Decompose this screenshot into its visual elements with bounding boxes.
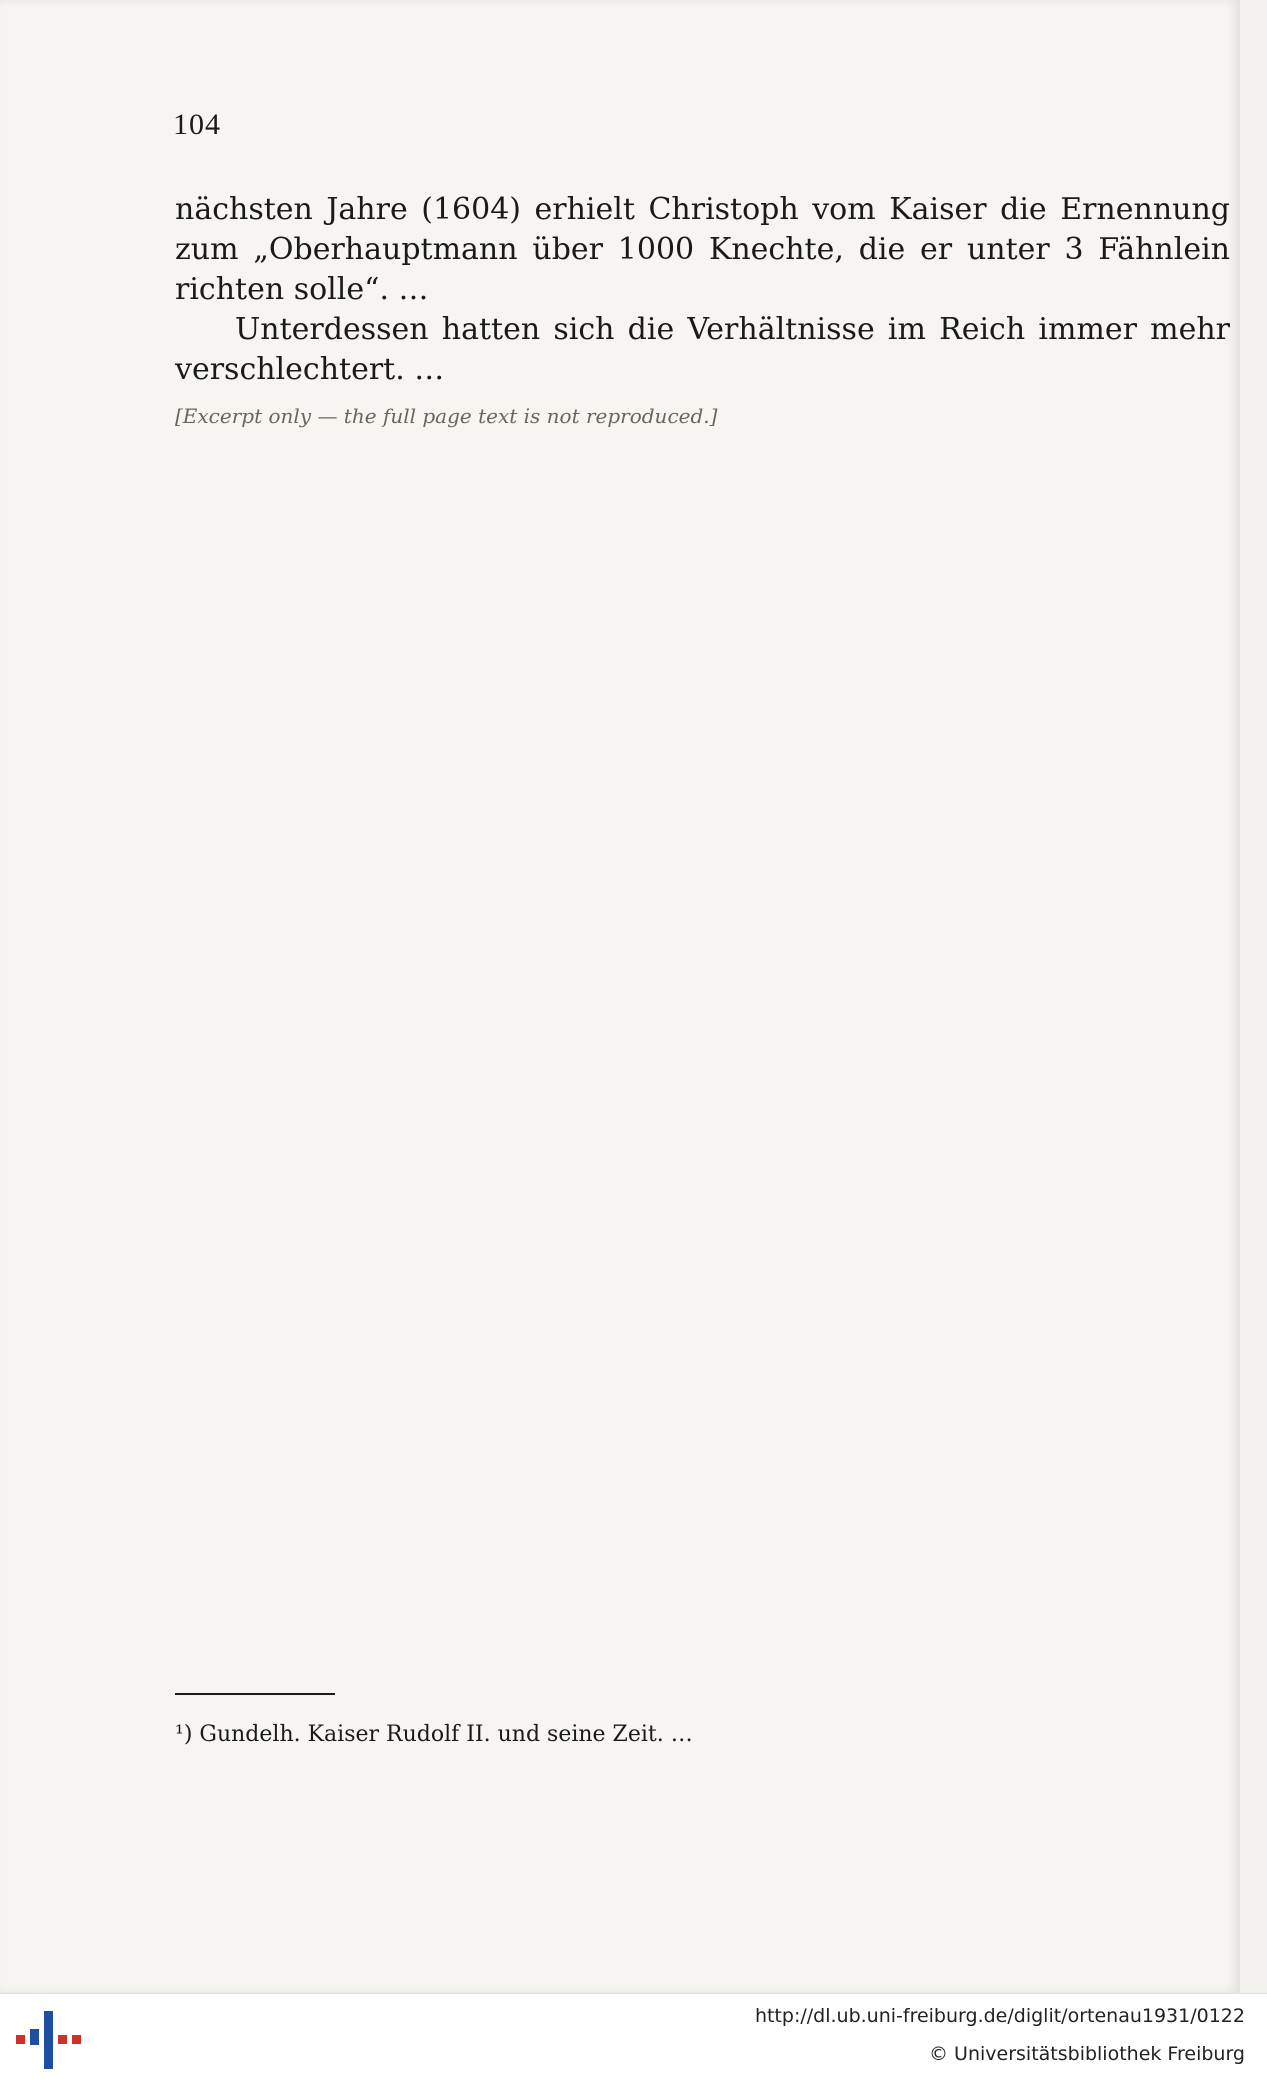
page-number: 104 bbox=[173, 108, 221, 141]
source-link[interactable]: http://dl.ub.uni-freiburg.de/diglit/ortenau1931/0122 bbox=[754, 2005, 1245, 2027]
paragraph-1: nächsten Jahre (1604) erhielt Christoph vom Kaiser die Ernennung zum „Oberhauptmann über 1000 Knechte, die er unter 3 Fähnlein richten solle“. … bbox=[175, 192, 1230, 307]
library-logo-icon bbox=[14, 2007, 84, 2073]
footnotes bbox=[175, 1720, 1230, 1756]
footnote-1: ¹) Gundelh. Kaiser Rudolf II. und seine Zeit. … bbox=[175, 1722, 693, 1747]
body-text bbox=[175, 190, 1230, 430]
paragraph-2: Unterdessen hatten sich die Verhältnisse im Reich immer mehr verschlechtert. … bbox=[175, 312, 1230, 387]
source-url[interactable] bbox=[755, 2005, 1245, 2027]
footnote-divider bbox=[175, 1693, 335, 1695]
copyright-notice: © Universitätsbibliothek Freiburg bbox=[929, 2043, 1245, 2065]
excerpt-note: [Excerpt only — the full page text is not reproduced.] bbox=[175, 404, 718, 428]
